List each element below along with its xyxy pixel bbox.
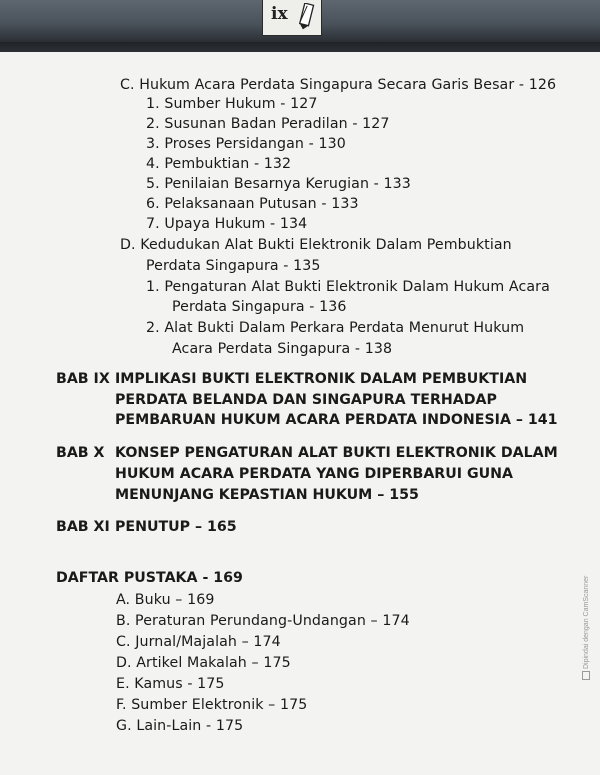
list-item: F. Sumber Elektronik – 175 — [116, 697, 308, 713]
camscanner-icon — [582, 671, 590, 680]
pencil-icon — [299, 3, 315, 31]
list-item: 2. Alat Bukti Dalam Perkara Perdata Menurut Hukum — [146, 320, 525, 336]
section-d-title: D. Kedudukan Alat Bukti Elektronik Dalam Pembuktian — [120, 237, 512, 253]
section-c-title: C. Hukum Acara Perdata Singapura Secara Garis Besar - 126 — [120, 77, 557, 93]
list-item: 1. Pengaturan Alat Bukti Elektronik Dalam Hukum Acara — [146, 279, 550, 295]
list-item-cont: Acara Perdata Singapura - 138 — [172, 341, 393, 357]
list-item: A. Buku – 169 — [116, 592, 215, 608]
list-item: E. Kamus - 175 — [116, 676, 225, 692]
page-number: ix — [271, 4, 288, 24]
bab-x-label: BAB X — [56, 445, 105, 461]
bab-x-title-cont: MENUNJANG KEPASTIAN HUKUM – 155 — [115, 487, 419, 503]
list-item: 3. Proses Persidangan - 130 — [146, 136, 346, 152]
bab-ix-title-cont: PERDATA BELANDA DAN SINGAPURA TERHADAP — [115, 392, 497, 408]
list-item: 4. Pembuktian - 132 — [146, 156, 292, 172]
list-item: C. Jurnal/Majalah – 174 — [116, 634, 281, 650]
list-item: B. Peraturan Perundang-Undangan – 174 — [116, 613, 410, 629]
list-item: 7. Upaya Hukum - 134 — [146, 216, 308, 232]
daftar-pustaka-title: DAFTAR PUSTAKA - 169 — [56, 570, 243, 586]
bab-xi-label: BAB XI — [56, 519, 110, 535]
bab-x-title: KONSEP PENGATURAN ALAT BUKTI ELEKTRONIK DALAM — [115, 445, 558, 461]
list-item-cont: Perdata Singapura - 136 — [172, 299, 347, 315]
bab-x-title-cont: HUKUM ACARA PERDATA YANG DIPERBARUI GUNA — [115, 466, 513, 482]
list-item: 6. Pelaksanaan Putusan - 133 — [146, 196, 359, 212]
bab-ix-label: BAB IX — [56, 371, 110, 387]
list-item: 1. Sumber Hukum - 127 — [146, 96, 318, 112]
list-item: D. Artikel Makalah – 175 — [116, 655, 291, 671]
header-rule — [0, 42, 600, 52]
bab-ix-title: IMPLIKASI BUKTI ELEKTRONIK DALAM PEMBUKTIAN — [115, 371, 528, 387]
scanner-watermark — [582, 576, 590, 680]
list-item: G. Lain-Lain - 175 — [116, 718, 244, 734]
list-item: 2. Susunan Badan Peradilan - 127 — [146, 116, 390, 132]
bab-xi-title: PENUTUP – 165 — [115, 519, 237, 535]
list-item: 5. Penilaian Besarnya Kerugian - 133 — [146, 176, 411, 192]
bab-ix-title-cont: PEMBARUAN HUKUM ACARA PERDATA INDONESIA – 141 — [115, 412, 558, 428]
watermark-text: Dipindai dengan CamScanner — [582, 575, 590, 669]
section-d-title-cont: Perdata Singapura - 135 — [146, 258, 321, 274]
page-number-tab — [262, 0, 322, 36]
